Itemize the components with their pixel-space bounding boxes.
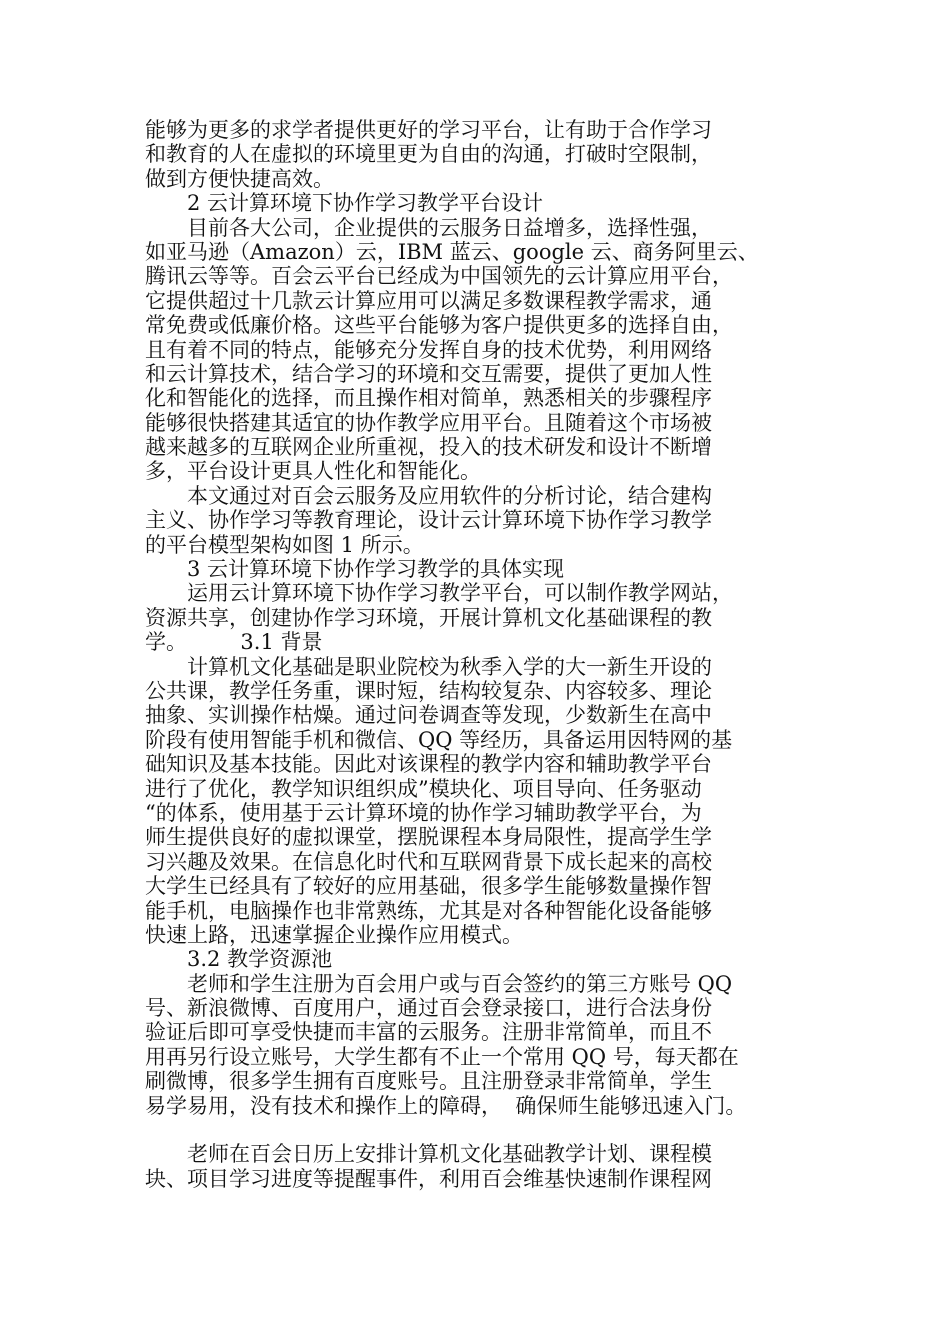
text-line: 号、新浪微博、百度用户，通过百会登录接口，进行合法身份 xyxy=(145,996,712,1021)
text-line: 的平台模型架构如图 1 所示。 xyxy=(145,532,424,557)
section-heading-3: 3 云计算环境下协作学习教学的具体实现 xyxy=(187,557,565,582)
document-body xyxy=(145,118,817,1191)
text-line: 常免费或低廉价格。这些平台能够为客户提供更多的选择自由， xyxy=(145,313,733,338)
text-line: 用再另行设立账号，大学生都有不止一个常用 QQ 号，每天都在 xyxy=(145,1044,739,1069)
text-line: 能够为更多的求学者提供更好的学习平台，让有助于合作学习 xyxy=(145,118,712,142)
text-line: 目前各大公司，企业提供的云服务日益增多，选择性强， xyxy=(187,215,712,240)
text-line: 资源共享，创建协作学习环境，开展计算机文化基础课程的教 xyxy=(145,605,712,630)
text-line: 老师在百会日历上安排计算机文化基础教学计划、课程模 xyxy=(187,1142,712,1167)
text-line: 腾讯云等等。百会云平台已经成为中国领先的云计算应用平台， xyxy=(145,264,733,289)
text-line: 化和智能化的选择，而且操作相对简单，熟悉相关的步骤程序 xyxy=(145,386,712,411)
section-heading-2: 2 云计算环境下协作学习教学平台设计 xyxy=(187,191,544,216)
text-line: 抽象、实训操作枯燥。通过问卷调查等发现，少数新生在高中 xyxy=(145,703,712,728)
text-line: 越来越多的互联网企业所重视，投入的技术研发和设计不断增 xyxy=(145,435,712,460)
text-line: 能够很快搭建其适宜的协作教学应用平台。且随着这个市场被 xyxy=(145,410,712,435)
text-line: “的体系，使用基于云计算环境的协作学习辅助教学平台，为 xyxy=(145,800,702,825)
text-line: 本文通过对百会云服务及应用软件的分析讨论，结合建构 xyxy=(187,483,712,508)
text-line: 进行了优化，教学知识组织成”模块化、项目导向、任务驱动 xyxy=(145,776,702,801)
text-line: 公共课，教学任务重，课时短，结构较复杂、内容较多、理论 xyxy=(145,678,712,703)
text-line: 刷微博，很多学生拥有百度账号。且注册登录非常简单，学生 xyxy=(145,1069,712,1094)
text-line: 易学易用，没有技术和操作上的障碍， 确保师生能够迅速入门。 xyxy=(145,1093,747,1118)
text-line: 和教育的人在虚拟的环境里更为自由的沟通，打破时空限制， xyxy=(145,142,712,167)
text-line: 验证后即可享受快捷而丰富的云服务。注册非常简单，而且不 xyxy=(145,1020,712,1045)
text-line: 做到方便快捷高效。 xyxy=(145,166,334,191)
text-line: 础知识及基本技能。因此对该课程的教学内容和辅助教学平台 xyxy=(145,752,712,777)
section-heading-3-2: 3.2 教学资源池 xyxy=(187,947,333,972)
text-line-with-heading-3-1: 学。 3.1 背景 xyxy=(145,630,323,655)
text-line: 主义、协作学习等教育理论，设计云计算环境下协作学习教学 xyxy=(145,508,712,533)
text-line: 大学生已经具有了较好的应用基础，很多学生能够数量操作智 xyxy=(145,874,712,899)
text-line: 和云计算技术，结合学习的环境和交互需要，提供了更加人性 xyxy=(145,361,712,386)
text-line: 快速上路，迅速掌握企业操作应用模式。 xyxy=(145,922,523,947)
text-line: 老师和学生注册为百会用户或与百会签约的第三方账号 QQ xyxy=(187,971,733,996)
text-line: 计算机文化基础是职业院校为秋季入学的大一新生开设的 xyxy=(187,654,712,679)
text-line: 习兴趣及效果。在信息化时代和互联网背景下成长起来的高校 xyxy=(145,849,712,874)
text-line: 师生提供良好的虚拟课堂，摆脱课程本身局限性，提高学生学 xyxy=(145,825,712,850)
text-line: 且有着不同的特点，能够充分发挥自身的技术优势，利用网络 xyxy=(145,337,712,362)
text-line: 块、项目学习进度等提醒事件，利用百会维基快速制作课程网 xyxy=(145,1166,712,1191)
text-line: 能手机，电脑操作也非常熟练，尤其是对各种智能化设备能够 xyxy=(145,898,712,923)
text-line: 阶段有使用智能手机和微信、QQ 等经历，具备运用因特网的基 xyxy=(145,727,733,752)
blank-line xyxy=(145,1118,817,1142)
text-line: 它提供超过十几款云计算应用可以满足多数课程教学需求，通 xyxy=(145,288,712,313)
text-line: 运用云计算环境下协作学习教学平台，可以制作教学网站， xyxy=(187,581,733,606)
text-line: 多，平台设计更具人性化和智能化。 xyxy=(145,459,481,484)
text-line: 如亚马逊（Amazon）云，IBM 蓝云、google 云、商务阿里云、 xyxy=(145,239,759,264)
